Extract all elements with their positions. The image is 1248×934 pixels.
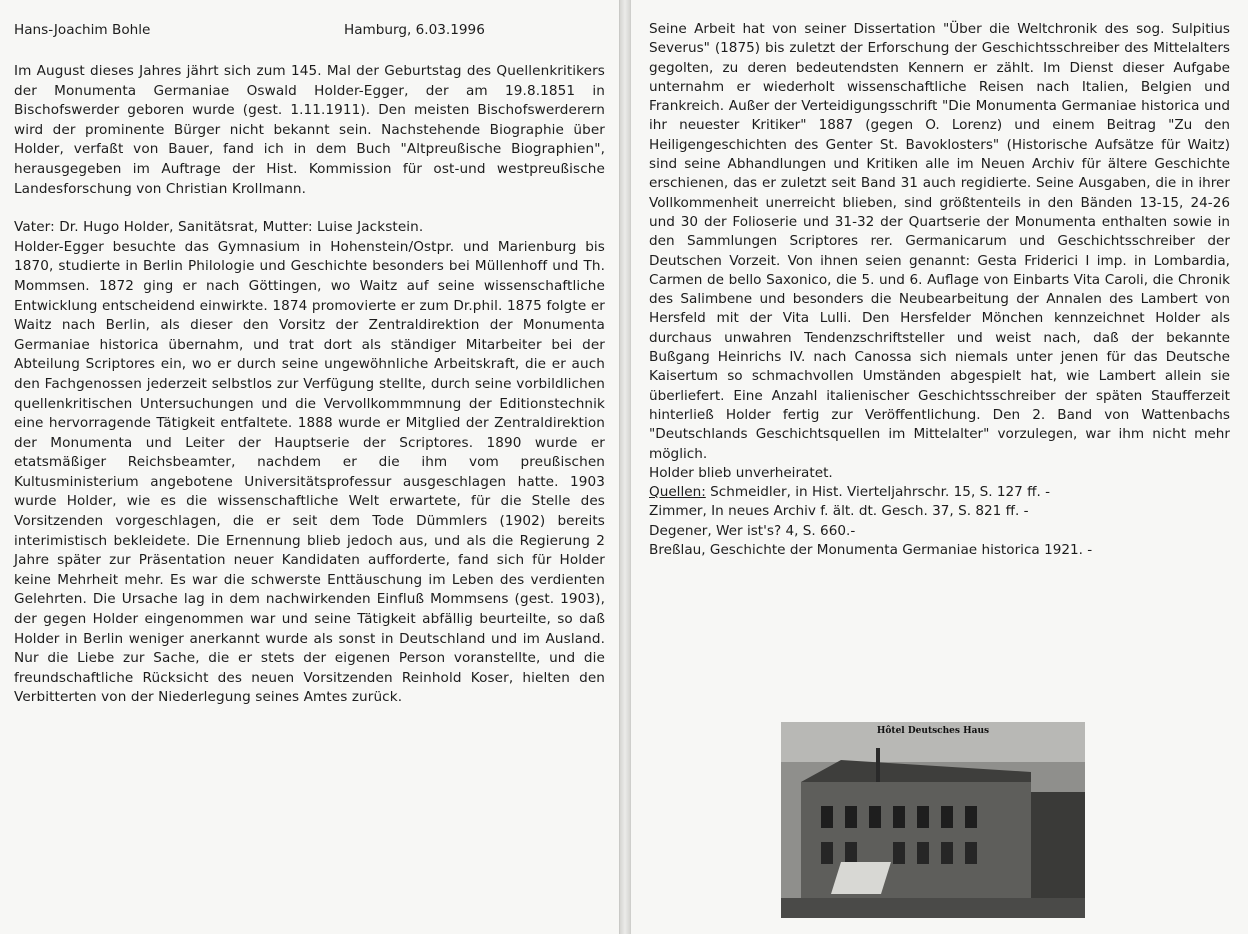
biography-paragraph: Holder-Egger besuchte das Gymnasium in Hohenstein/Ostpr. und Marienburg bis 1870, studierte in Berlin Philologie und Geschichte besonders bei Müllenhoff und Th. Mommsen. 1872 ging er nach Göttingen, wo Waitz auf seine wissenschaftliche Entwicklung entscheidend einwirkte. 1874 promovierte er zum Dr.phil. 1875 folgte er Waitz nach Berlin, als dieser den Vorsitz der Zentraldirektion der Monumenta Germaniae historica übernahm, und trat dort als ständiger Mitarbeiter bei der Abteilung Scriptores ein, wo er durch seine ungewöhnliche Arbeitskraft, die er auch den Fachgenossen jederzeit selbstlos zur Verfügung stellte, durch seine vorbildlichen quellenkritischen Untersuchungen und die Vervollkommmnung der Editionstechnik eine hervorragende Tätigkeit entfaltete. 1888 wurde er Mitglied der Zentraldirektion der Monumenta und Leiter der Hauptserie der Scriptores. 1890 wurde er etatsmäßiger Reichsbeamter, nachdem er die ihm vom preußischen Kultusministerium angebotene Universitätsprofessur ausgeschlagen hatte. 1903 wurde Holder, wie es die wissenschaftliche Welt erwartete, für die Stelle des Vorsitzenden vorgeschlagen, die er seit dem Tode Dümmlers (1902) bereits interimistisch bekleidete. Die Ernennung blieb jedoch aus, und als die Regierung 2 Jahre später zur Präsentation neuer Kandidaten aufforderte, fand sich für Holder keine Mehrheit mehr. Es war die schwerste Enttäuschung im Leben des verdienten Gelehrten. Die Ursache lag in dem nachwirkenden Einfluß Mommsens (gest. 1903), der gegen Holder eingenommen war und seine Tätigkeit abfällig beurteilte, so daß Holder in Berlin weniger anerkannt wurde als sonst in Deutschland und im Ausland. Nur die Liebe zur Sache, die er stets der eigenen Person voranstellte, und die freundschaftliche Rücksicht des neuen Vorsitzenden Reinhold Koser, hielten den Verbitterten von der Niederlegung seines Amtes zurück. xyxy=(14,238,605,706)
hotel-photo xyxy=(781,722,1085,918)
book-gutter xyxy=(620,0,630,934)
work-paragraph: Seine Arbeit hat von seiner Dissertation "Über die Weltchronik des sog. Sulpitius Severus" (1875) bis zuletzt der Erforschung der Geschichtsschreiber des Mittelalters gegolten, zu deren bedeutendsten Kennern er zählt. Im Dienst dieser Aufgabe unternahm er wiederholt wissenschaftliche Reisen nach Italien, Belgien und Frankreich. Außer der Verteidigungsschrift "Die Monumenta Germaniae historica und ihr neuester Kritiker" 1887 (gegen O. Lorenz) und einem Beitrag "Zu den Heiligengeschichten des Genter St. Bavoklosters" (Historische Aufsätze für Waitz) sind seine Abhandlungen und Kritiken alle im Neuen Archiv für ältere Geschichte erschienen, das er zuletzt seit Band 31 auch regidierte. Seine Ausgaben, die in ihrer Vollkommenheit unerreicht blieben, sind größtenteils in den Bänden 13-15, 24-26 und 30 der Folioserie und 31-32 der Quartserie der Monumenta enthalten sowie in den Sammlungen Scriptores rer. Germanicarum und Geschichtsschreiber der Deutschen Vorzeit. Von ihnen seien genannt: Gesta Friderici I imp. in Lombardia, Carmen de bello Saxonico, die 5. und 6. Auflage von Einbarts Vita Caroli, die Chronik des Salimbene und besonders die Neubearbeitung der Annalen des Lambert von Hersfeld mit der Vita Lulli. Den Hersfelder Mönchen kennzeichnet Holder als durchaus unwahren Tendenzschriftsteller und weist nach, daß der bekannte Bußgang Heinrichs IV. nach Canossa sich niemals unter jenen für das Deutsche Kaisertum so schmachvollen Umständen abgespielt hat, wie Lambert allein sie überliefert. Eine Anzahl italienischer Geschichtsschreiber der späten Staufferzeit hinterließ Holder fertig zur Veröffentlichung. Den 2. Band von Wattenbachs "Deutschlands Geschichtsquellen im Mittelalter" vorzulegen, war ihm nicht mehr möglich. xyxy=(649,21,1230,462)
left-page xyxy=(0,0,620,934)
photo-caption: Hôtel Deutsches Haus xyxy=(876,726,990,736)
unmarried-line: Holder blieb unverheiratet. xyxy=(649,464,833,481)
hotel-building-drawing xyxy=(781,722,1085,918)
right-page xyxy=(630,0,1248,934)
parents-line: Vater: Dr. Hugo Holder, Sanitätsrat, Mutter: Luise Jackstein. xyxy=(14,219,424,236)
author-name: Hans-Joachim Bohle xyxy=(14,22,151,38)
source-3: Degener, Wer ist's? 4, S. 660.- xyxy=(649,522,856,539)
source-1: Schmeidler, in Hist. Vierteljahrschr. 15, S. 127 ff. - xyxy=(710,484,1051,501)
intro-paragraph: Im August dieses Jahres jährt sich zum 145. Mal der Geburtstag des Quellenkritikers der Monumenta Germaniae Oswald Holder-Egger, der am 19.8.1851 in Bischofswerder geboren wurde (gest. 1.11.1911). Den meisten Bischofswerderern wird der prominente Bürger nicht bekannt sein. Nachstehende Biographie über Holder, verfaßt von Bauer, fand ich in dem Buch "Altpreußische Biographien", herausgegeben im Auftrage der Hist. Kommission für ost-und westpreußische Landesforschung von Christian Krollmann. xyxy=(14,63,605,197)
sources-block xyxy=(649,464,1230,560)
place-and-date: Hamburg, 6.03.1996 xyxy=(344,22,485,38)
sources-label: Quellen: xyxy=(649,484,706,501)
source-line-1 xyxy=(649,483,1230,502)
source-4: Breßlau, Geschichte der Monumenta Germaniae historica 1921. - xyxy=(649,542,1093,559)
letter-header xyxy=(14,22,605,44)
source-2: Zimmer, In neues Archiv f. ält. dt. Gesch. 37, S. 821 ff. - xyxy=(649,503,1029,520)
